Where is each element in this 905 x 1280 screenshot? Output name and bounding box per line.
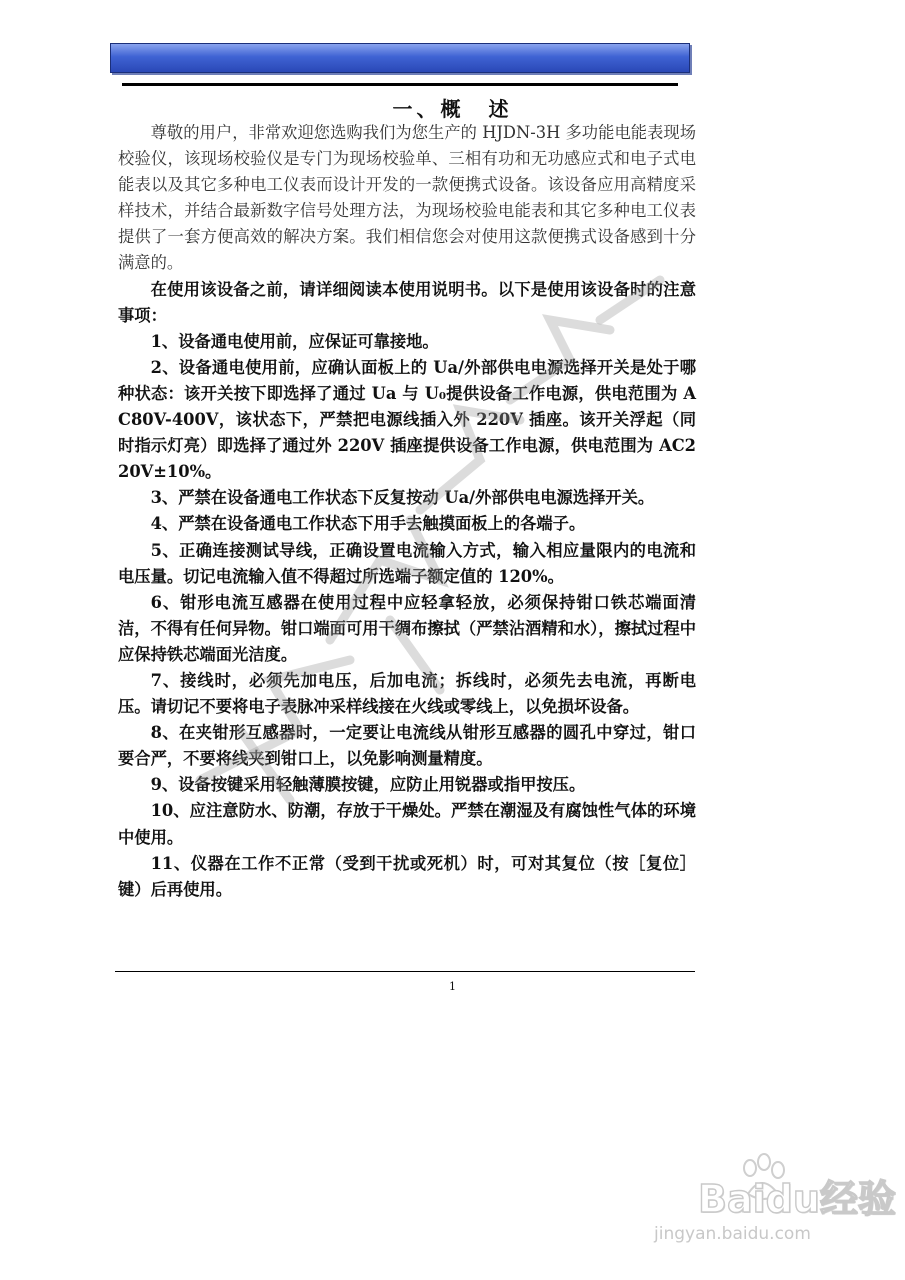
notice-item-11: 11、仪器在工作不正常（受到干扰或死机）时，可对其复位（按［复位］键）后再使用。 — [118, 853, 696, 899]
baidu-jingyan-watermark — [640, 1150, 896, 1260]
header-divider — [122, 83, 678, 86]
notice-item-4: 4、严禁在设备通电工作状态下用手去触摸面板上的各端子。 — [150, 514, 586, 534]
section-title: 一、概 述 — [392, 97, 513, 121]
header-banner — [110, 43, 690, 73]
baidu-brand-text: Baidu经验 — [698, 1177, 896, 1221]
notice-item-3: 3、严禁在设备通电工作状态下反复按动 Ua/外部供电电源选择开关。 — [150, 488, 655, 508]
notice-item-1: 1、设备通电使用前，应保证可靠接地。 — [150, 331, 439, 351]
notice-intro-paragraph: 在使用该设备之前，请详细阅读本使用说明书。以下是使用该设备时的注意事项： — [118, 279, 696, 325]
page-number: 1 — [449, 980, 456, 993]
footer-divider — [115, 971, 695, 972]
notice-item-7: 7、接线时，必须先加电压，后加电流；拆线时，必须先去电流，再断电压。请切记不要将电子表脉冲采样线接在火线或零线上，以免损坏设备。 — [118, 670, 696, 717]
notice-item-6: 6、钳形电流互感器在使用过程中应轻拿轻放，必须保持钳口铁芯端面清洁，不得有任何异物。钳口端面可用干绸布擦拭（严禁沾酒精和水），擦拭过程中应保持铁芯端面光洁度。 — [118, 592, 696, 664]
notice-item-10: 10、应注意防水、防潮，存放于干燥处。严禁在潮湿及有腐蚀性气体的环境中使用。 — [118, 801, 696, 847]
notice-item-5: 5、正确连接测试导线，正确设置电流输入方式，输入相应量限内的电流和电压量。切记电流输入值不得超过所选端子额定值的 120%。 — [118, 540, 696, 586]
document-body — [118, 120, 696, 903]
notice-item-8: 8、在夹钳形互感器时，一定要让电流线从钳形互感器的圆孔中穿过，钳口要合严，不要将线夹到钳口上，以免影响测量精度。 — [118, 723, 696, 769]
notice-item-9: 9、设备按键采用轻触薄膜按键，应防止用锐器或指甲按压。 — [150, 775, 586, 795]
intro-paragraph: 尊敬的用户，非常欢迎您选购我们为您生产的 HJDN-3H 多功能电能表现场校验仪，该现场校验仪是专门为现场校验单、三相有功和无功感应式和电子式电能表以及其它多种电工仪表而设计开发的一款便携式设备。该设备应用高精度采样技术，并结合最新数字信号处理方法，为现场校验电能表和其它多种电工仪表提供了一套方便高效的解决方案。我们相信您会对使用这款便携式设备感到十分满意的。 — [118, 123, 696, 273]
notice-item-2: 2、设备通电使用前，应确认面板上的 Ua/外部供电电源选择开关是处于哪种状态：该开关按下即选择了通过 Ua 与 U₀提供设备工作电源，供电范围为 AC80V-400V，该状态下，严禁把电源线插入外 220V 插座。该开关浮起（同时指示灯亮）即选择了通过外 220V 插座提供设备工作电源，供电范围为 AC220V±10%。 — [118, 357, 696, 482]
baidu-url-text: jingyan.baidu.com — [654, 1224, 811, 1244]
